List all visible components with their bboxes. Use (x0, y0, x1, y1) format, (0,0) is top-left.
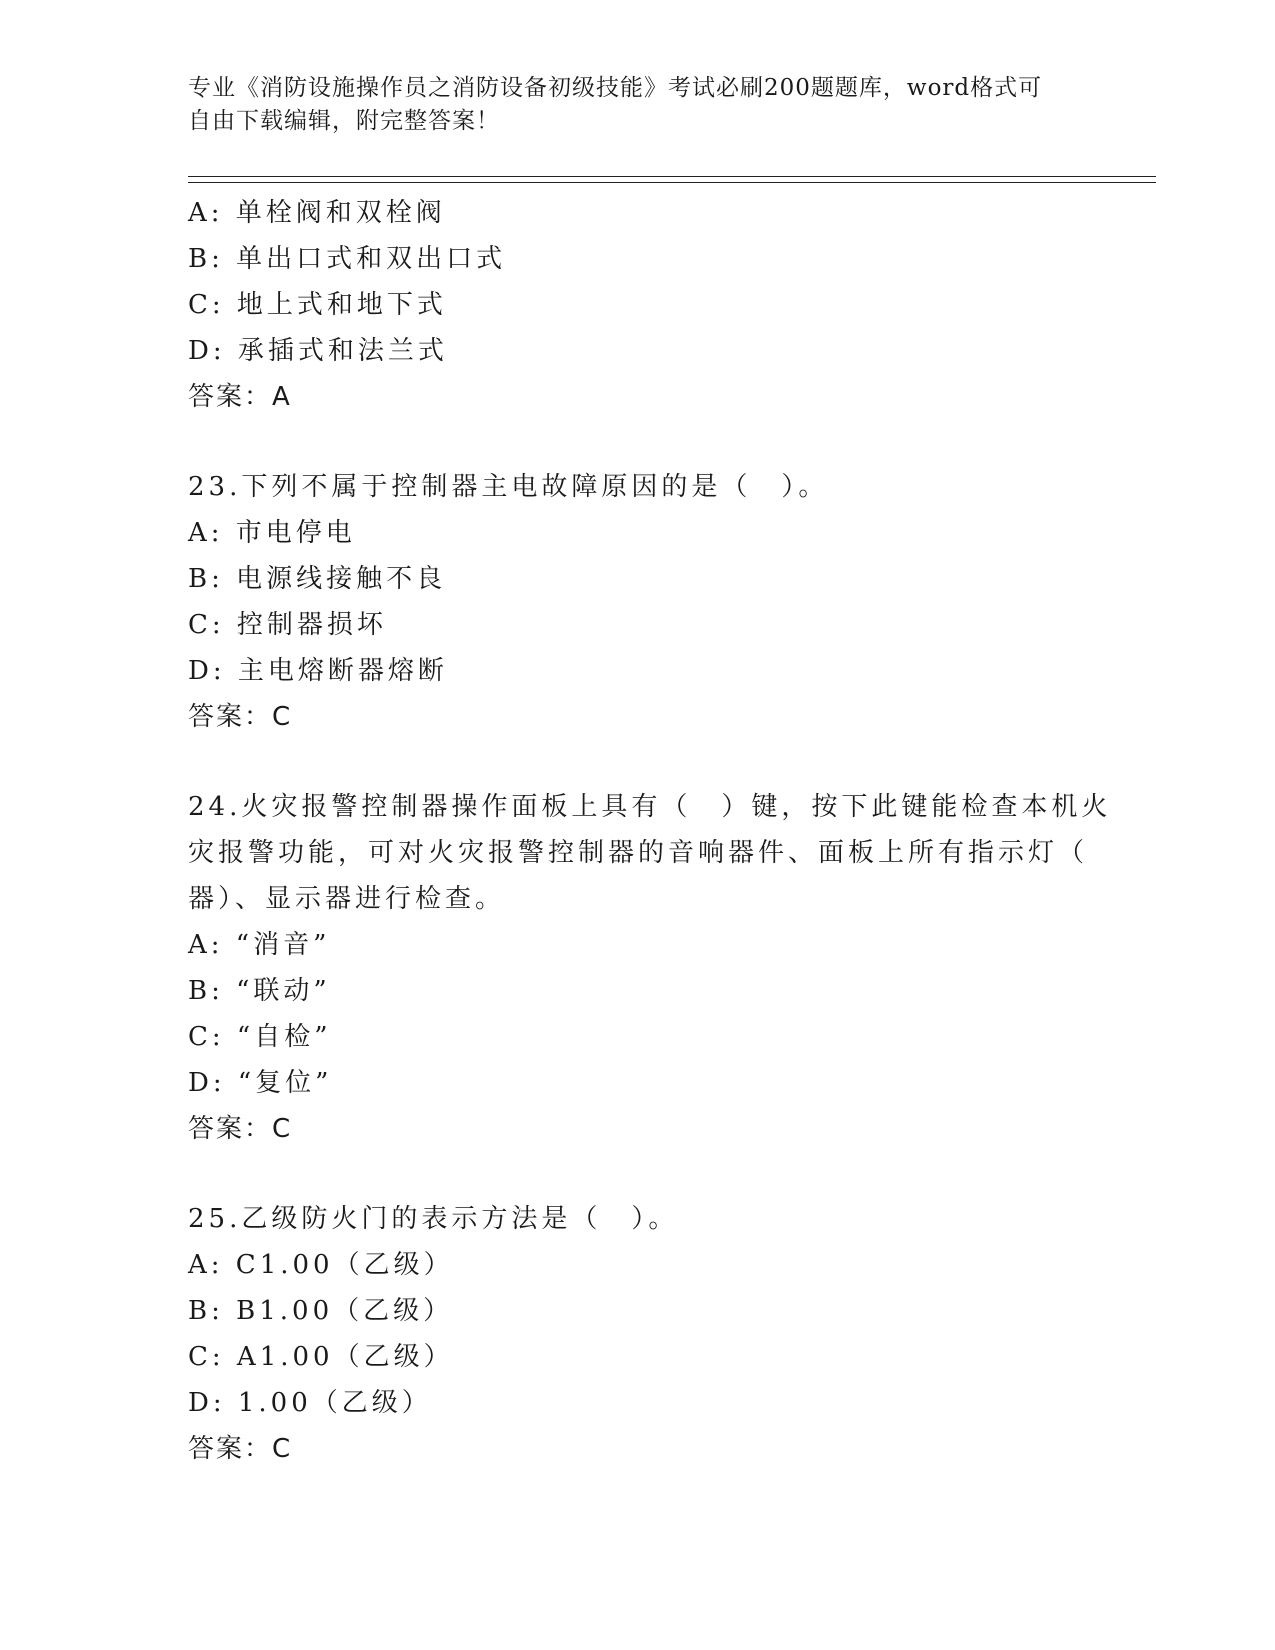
q25-answer: 答案：C (188, 1434, 293, 1464)
header-line-1: 专业《消防设施操作员之消防设备初级技能》考试必刷200题题库，word格式可 (188, 75, 1043, 101)
q24-option-a: A: “消音” (188, 930, 331, 960)
q25-option-c: C: A1.00（乙级） (188, 1342, 454, 1372)
q24-question-line-2: 灾报警功能，可对火灾报警控制器的音响器件、面板上所有指示灯（ (188, 838, 1089, 868)
q24-answer: 答案：C (188, 1114, 293, 1144)
spacer (188, 420, 1088, 464)
q22-option-d: D: 承插式和法兰式 (188, 336, 448, 366)
q25-option-d: D: 1.00（乙级） (188, 1388, 432, 1418)
q24-question-line-3: 器）、显示器进行检查。 (188, 884, 506, 914)
q25-option-b: B: B1.00（乙级） (188, 1296, 454, 1326)
q23-option-b: B: 电源线接触不良 (188, 564, 447, 594)
q23-question: 23.下列不属于控制器主电故障原因的是（ ）。 (188, 472, 829, 502)
question-23-block (188, 464, 1088, 740)
q22-answer: 答案：A (188, 382, 292, 412)
q24-option-b: B: “联动” (188, 976, 331, 1006)
q22-option-b: B: 单出口式和双出口式 (188, 244, 507, 274)
spacer (188, 1152, 1088, 1196)
q22-option-c: C: 地上式和地下式 (188, 290, 447, 320)
question-25-block (188, 1196, 1088, 1472)
header-divider-bottom (188, 182, 1156, 183)
question-list (188, 190, 1112, 1472)
q23-option-c: C: 控制器损坏 (188, 610, 387, 640)
q24-option-d: D: “复位” (188, 1068, 333, 1098)
document-header (188, 72, 1088, 138)
header-divider-top (188, 176, 1156, 177)
q24-question-line-1: 24.火灾报警控制器操作面板上具有（ ）键，按下此键能检查本机火 (188, 792, 1112, 822)
question-22-block (188, 190, 1088, 420)
q22-option-a: A: 单栓阀和双栓阀 (188, 198, 446, 228)
q23-option-a: A: 市电停电 (188, 518, 356, 548)
q23-option-d: D: 主电熔断器熔断 (188, 656, 448, 686)
q25-option-a: A: C1.00（乙级） (188, 1250, 454, 1280)
q24-option-c: C: “自检” (188, 1022, 332, 1052)
q25-question: 25.乙级防火门的表示方法是（ ）。 (188, 1204, 679, 1234)
question-24-block (188, 784, 1112, 1152)
q23-answer: 答案：C (188, 702, 293, 732)
header-line-2: 自由下载编辑，附完整答案！ (188, 108, 500, 134)
spacer (188, 740, 1088, 784)
